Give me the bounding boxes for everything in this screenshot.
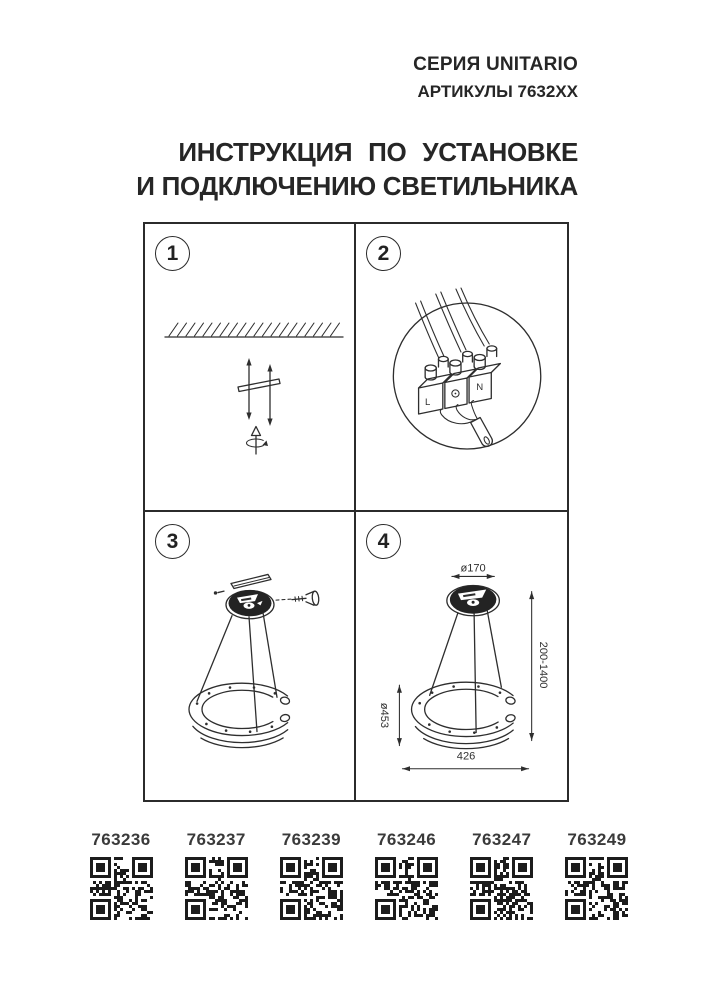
dimension-height <box>529 592 549 741</box>
zoom-circle <box>393 303 540 449</box>
qr-code <box>90 857 153 920</box>
article-number: 763247 <box>472 830 532 849</box>
dim-suspension-height: 200-1400 <box>536 641 549 689</box>
qr-code <box>565 857 628 920</box>
terminal-label-live: L <box>425 397 431 408</box>
qr-item <box>183 830 249 920</box>
terminal-label-neutral: N <box>476 382 484 393</box>
qr-item <box>564 830 630 920</box>
suspension-wires <box>197 613 277 732</box>
instruction-title-line1: ИНСТРУКЦИЯ ПО УСТАНОВКЕ <box>178 137 578 167</box>
ring-lamp <box>412 682 521 748</box>
article-number: 763239 <box>281 830 341 849</box>
step-number-badge: 4 <box>366 524 401 559</box>
articles-subtitle: АРТИКУЛЫ 7632XX <box>417 82 578 101</box>
step-2-panel <box>356 224 567 512</box>
steps-grid <box>143 222 569 802</box>
qr-item <box>278 830 344 920</box>
ring-lamp <box>189 683 295 747</box>
qr-item <box>88 830 154 920</box>
qr-code-list <box>88 830 630 920</box>
qr-code <box>470 857 533 920</box>
dim-ring-width: 426 <box>456 750 476 763</box>
article-number: 763237 <box>186 830 246 849</box>
series-title: СЕРИЯ UNITARIO <box>413 54 578 75</box>
dimension-ring-diameter <box>378 685 402 745</box>
instruction-title-line2: И ПОДКЛЮЧЕНИЮ СВЕТИЛЬНИКА <box>136 171 578 201</box>
instruction-title <box>136 135 578 203</box>
step-4-panel <box>356 512 567 800</box>
qr-code <box>280 857 343 920</box>
mounting-bracket-anchors <box>238 358 280 426</box>
step-number-badge: 2 <box>366 236 401 271</box>
step-number-badge: 1 <box>155 236 190 271</box>
qr-item <box>469 830 535 920</box>
qr-code <box>375 857 438 920</box>
step-1-panel <box>145 224 356 512</box>
ceiling-bracket <box>231 574 271 588</box>
supply-wires <box>416 288 490 358</box>
qr-item <box>374 830 440 920</box>
dim-ring-diameter: ø453 <box>378 702 391 729</box>
step-number-badge: 3 <box>155 524 190 559</box>
screw-rotation-arrow <box>247 427 269 455</box>
dim-canopy-diameter: ø170 <box>460 562 486 575</box>
terminal-block <box>419 346 501 414</box>
step-3-panel <box>145 512 356 800</box>
article-number: 763249 <box>567 830 627 849</box>
dimension-canopy <box>452 562 494 579</box>
article-number: 763236 <box>91 830 151 849</box>
dimension-width <box>402 751 528 772</box>
doc-header <box>136 54 578 203</box>
canopy <box>226 590 274 619</box>
ceiling-hatch <box>165 323 343 337</box>
canopy <box>447 586 499 616</box>
article-number: 763246 <box>376 830 437 849</box>
qr-code <box>185 857 248 920</box>
suspension-wires <box>430 611 502 733</box>
